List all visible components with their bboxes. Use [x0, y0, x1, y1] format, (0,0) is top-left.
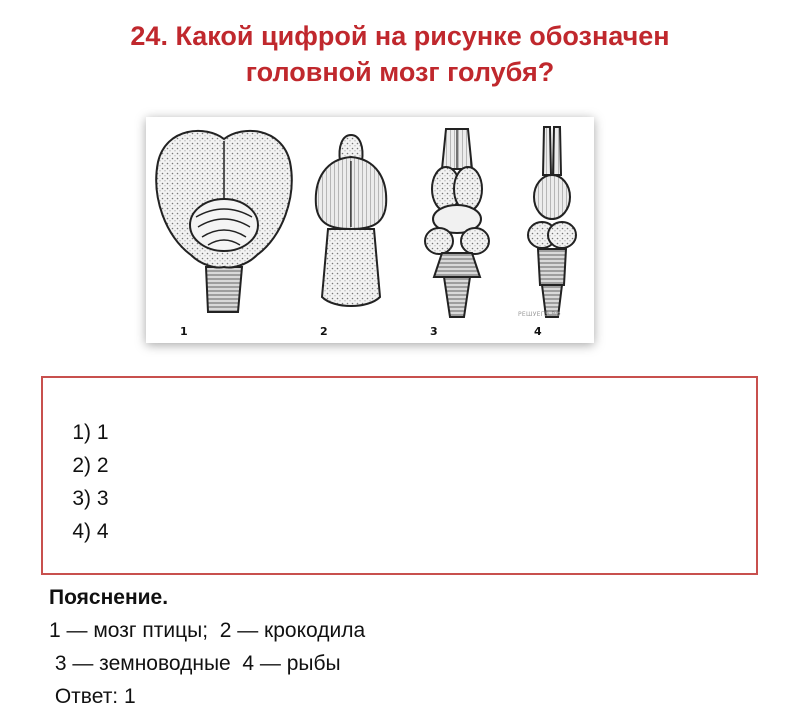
option-1: 1) 1 [72, 421, 109, 444]
figure-label-2: 2 [320, 325, 328, 338]
brain-2-crocodile [316, 135, 386, 306]
option-2: 2) 2 [72, 454, 109, 477]
option-4: 4) 4 [72, 520, 109, 543]
answer-box [41, 376, 758, 708]
question-title [60, 18, 740, 90]
brain-3-amphibian [425, 129, 489, 317]
option-3: 3) 3 [72, 487, 109, 510]
figure-label-4: 4 [534, 325, 542, 338]
figure-label-3: 3 [430, 325, 438, 338]
question-line-1: 24. Какой цифрой на рисунке обозначен [130, 21, 670, 51]
answer-options [49, 383, 756, 581]
explanation-line-2: 3 — земноводные 4 — рыбы [49, 652, 341, 675]
question-line-2: головной мозг голубя? [245, 57, 555, 87]
answer-line: Ответ: 1 [49, 685, 136, 708]
brain-4-fish [528, 127, 576, 317]
explanation-line-1: 1 — мозг птицы; 2 — крокодила [49, 619, 366, 642]
brain-figure [146, 117, 594, 343]
figure-label-1: 1 [180, 325, 188, 338]
explanation-title: Пояснение. [49, 586, 169, 609]
brain-drawings [146, 117, 594, 343]
watermark: РЕШУЕГЭ.РФ [518, 311, 561, 318]
brain-1-bird [156, 131, 291, 312]
